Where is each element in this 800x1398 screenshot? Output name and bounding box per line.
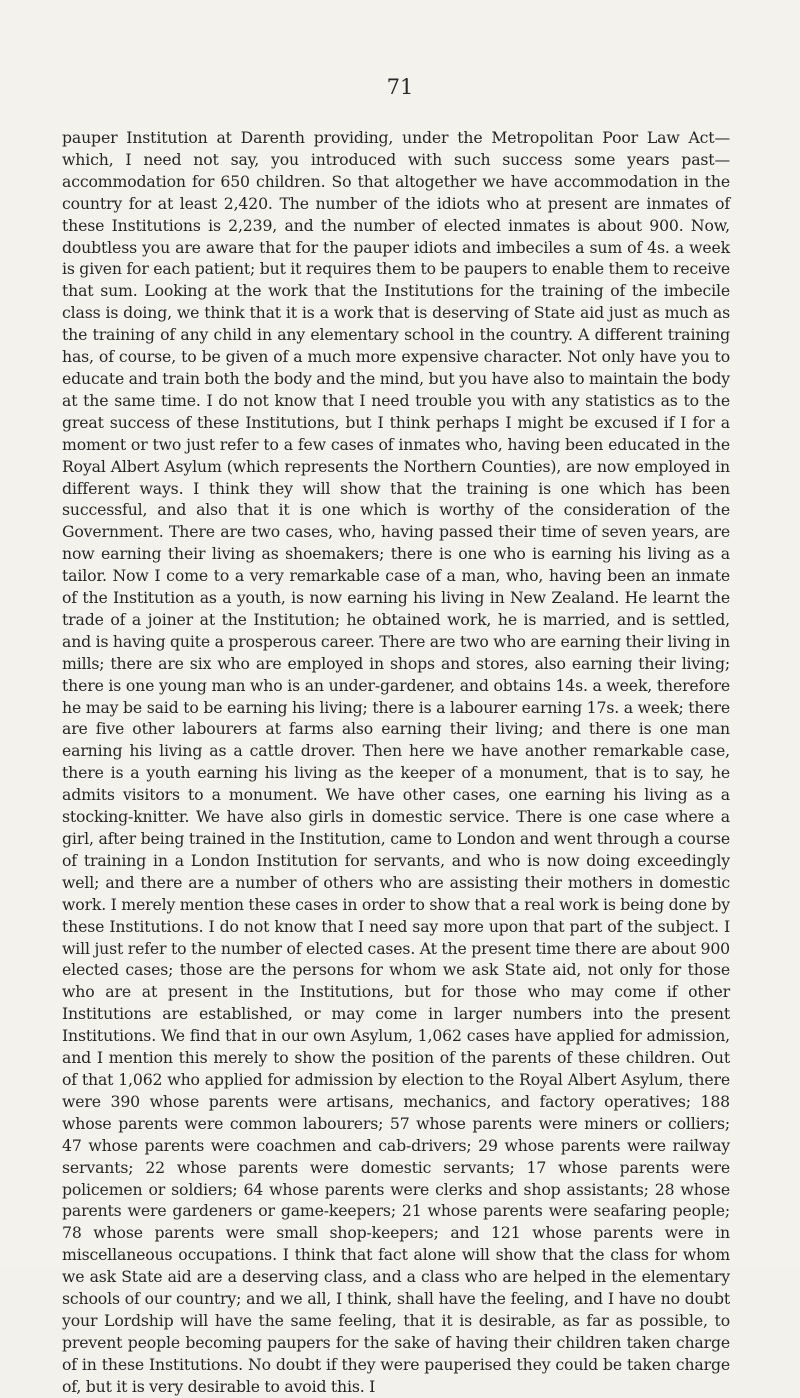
page-number: 71 (386, 75, 414, 99)
body-paragraph: pauper Institution at Darenth providing, under the Metropolitan Poor Law Act—which, I need not say, you introduced with such success some years past—accommodation for 650 children. So that altogether we have accommodation in the country for at least 2,420. The number of the idiots who at present are inmates of these Institutions is 2,239, and the number of elected inmates is about 900. Now, doubtless you are aware that for the pauper idiots and imbeciles a sum of 4s. a week is given for each patient; but it requires them to be paupers to enable them to receive that sum. Looking at the work that the Institutions for the training of the imbecile class is doing, we think that it is a work that is deserving of State aid just as much as the training of any child in any elementary school in the country. A different training has, of course, to be given of a much more expensive character. Not only have you to educate and train both the body and the mind, but you have also to maintain the body at the same time. I do not know that I need trouble you with any statistics as to the great success of these Institutions, but I think perhaps I might be excused if I for a moment or two just refer to a few cases of inmates who, having been educated in the Royal Albert Asylum (which represents the Northern Counties), are now employed in different ways. I think they will show that the training is one which has been successful, and also that it is one which is worthy of the consideration of the Government. There are two cases, who, having passed their time of seven years, are now earning their living as shoemakers; there is one who is earning his living as a tailor. Now I come to a very remarkable case of a man, who, having been an inmate of the Institution as a youth, is now earning his living in New Zealand. He learnt the trade of a joiner at the Institution; he obtained work, he is married, and is settled, and is having quite a prosperous career. There are two who are earning their living in mills; there are six who are employed in shops and stores, also earning their living; there is one young man who is an under-gardener, and obtains 14s. a week, therefore he may be said to be earning his living; there is a labourer earning 17s. a week; there are five other labourers at farms also earning their living; and there is one man earning his living as a cattle drover. Then here we have another remarkable case, there is a youth earning his living as the keeper of a monument, that is to say, he admits visitors to a monument. We have other cases, one earning his living as a stocking-knitter. We have also girls in domestic service. There is one case where a girl, after being trained in the Institution, came to London and went through a course of training in a London Institution for servants, and who is now doing exceedingly well; and there are a number of others who are assisting their mothers in domestic work. I merely mention these cases in order to show that a real work is being done by these Institutions. I do not know that I need say more upon that part of the subject. I will just refer to the number of elected cases. At the present time there are about 900 elected cases; those are the persons for whom we ask State aid, not only for those who are at present in the Institutions, but for those who may come if other Institutions are established, or may come in larger numbers into the present Institutions. We find that in our own Asylum, 1,062 cases have applied for admission, and I mention this merely to show the position of the parents of these children. Out of that 1,062 who applied for admission by election to the Royal Albert Asylum, there were 390 whose parents were artisans, mechanics, and factory operatives; 188 whose parents were common labourers; 57 whose parents were miners or colliers; 47 whose parents were coachmen and cab-drivers; 29 whose parents were railway servants; 22 whose parents were domestic servants; 17 whose parents were policemen or soldiers; 64 whose parents were clerks and shop assistants; 28 whose parents were gardeners or game-keepers; 21 whose parents were seafaring people; 78 whose parents were small shop-keepers; and 121 whose parents were in miscellaneous occupations. I think that fact alone will show that the class for whom we ask State aid are a deserving class, and a class who are helped in the elementary schools of our country; and we all, I think, shall have the feeling, and I have no doubt your Lordship will have the same feeling, that it is desirable, as far as possible, to prevent people becoming paupers for the sake of having their children taken charge of in these Institutions. No doubt if they were pauperised they could be taken charge of, but it is very desirable to avoid this. I (62, 128, 731, 1396)
